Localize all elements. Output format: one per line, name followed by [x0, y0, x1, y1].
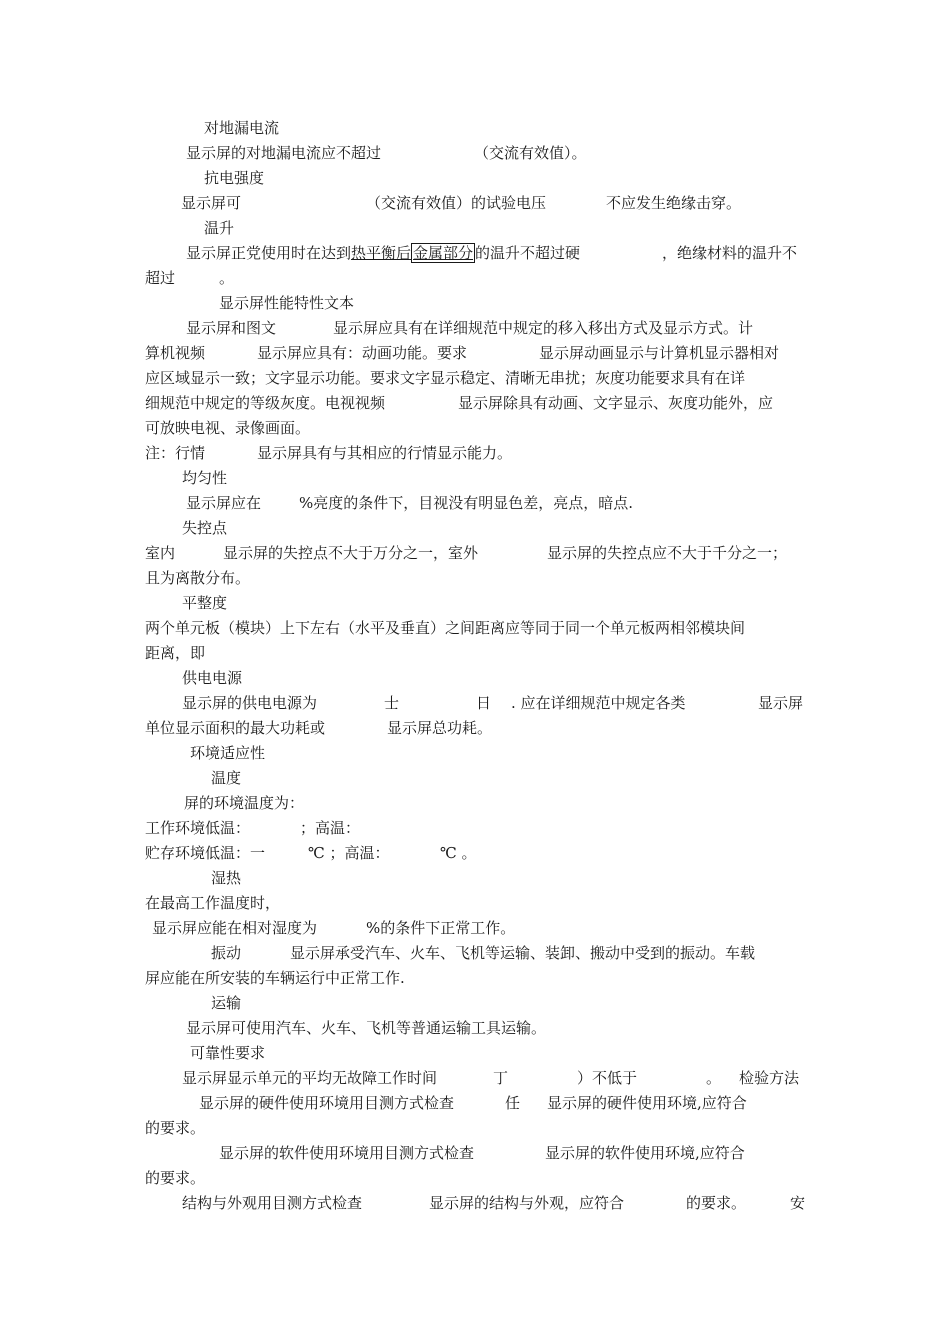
text-line: 显示屏: [758, 694, 804, 712]
heading-uniformity: 均匀性: [182, 469, 228, 487]
text-line: 的要求。: [145, 1119, 206, 1137]
text-line: 屏的环境温度为：: [184, 794, 305, 812]
text-line: ℃ 。: [440, 844, 477, 862]
text-line: 的要求。: [686, 1194, 747, 1212]
text-line: 显示屏可使用汽车、火车、飞机等普通运输工具运输。: [186, 1019, 547, 1037]
text-line: 显示屏显示单元的平均无故障工作时间: [182, 1069, 438, 1087]
heading-transport: 运输: [211, 994, 242, 1012]
text-line: 。: [219, 269, 235, 287]
text-line: 显示屏的失控点应不大于千分之一；: [547, 544, 788, 562]
text-line: （交流有效值）。: [474, 144, 587, 162]
heading-dielectric-strength: 抗电强度: [204, 169, 265, 187]
text-line: 显示屏应在: [186, 494, 262, 512]
text-line: 显示屏的硬件使用环境,应符合: [547, 1094, 747, 1112]
underlined-text: 热平衡后: [351, 244, 412, 262]
text-line: %亮度的条件下，目视没有明显色差，亮点，暗点.: [299, 494, 634, 512]
text-line: . 应在详细规范中规定各类: [511, 694, 686, 712]
text-line: 屏应能在所安装的车辆运行中正常工作.: [145, 969, 405, 987]
text-line: ，绝缘材料的温升不: [662, 244, 798, 262]
text-line: 超过: [145, 269, 176, 287]
text-line: 士: [384, 694, 400, 712]
text-line: ℃ ；高温：: [308, 844, 390, 862]
text-line: 显示屏动画显示与计算机显示器相对: [539, 344, 780, 362]
heading-humidity: 湿热: [211, 869, 242, 887]
heading-reliability: 可靠性要求: [190, 1044, 266, 1062]
text-line: [186, 243, 580, 263]
heading-vibration: 振动: [211, 944, 242, 962]
text-line: 显示屏除具有动画、文字显示、灰度功能外，应: [458, 394, 774, 412]
text-line: 显示屏应具有在详细规范中规定的移入移出方式及显示方式。计: [333, 319, 754, 337]
text-line: 显示屏的软件使用环境,应符合: [545, 1144, 745, 1162]
text-line: 显示屏的结构与外观，应符合: [429, 1194, 625, 1212]
text-line: 细规范中规定的等级灰度。电视视频: [145, 394, 386, 412]
text-line: 显示屏的对地漏电流应不超过: [186, 144, 382, 162]
text-line: 距离，即: [145, 644, 206, 662]
text-line: 日: [476, 694, 492, 712]
heading-temperature-rise: 温升: [204, 219, 235, 237]
text-line: 显示屏的失控点不大于万分之一，室外: [223, 544, 479, 562]
text-line: 显示屏和图文: [186, 319, 277, 337]
text-line: 显示屏应能在相对湿度为: [152, 919, 318, 937]
text-line: ；高温：: [300, 819, 361, 837]
text-line: %的条件下正常工作。: [366, 919, 516, 937]
text-line: 结构与外观用目测方式检查: [182, 1194, 363, 1212]
text-line: 任: [505, 1094, 521, 1112]
text-line: 安: [790, 1194, 806, 1212]
text-segment: 显示屏正党使用时在达到: [186, 244, 352, 262]
heading-flatness: 平整度: [182, 594, 228, 612]
text-line: 两个单元板（模块）上下左右（水平及垂直）之间距离应等同于同一个单元板两相邻模块间: [145, 619, 746, 637]
text-line: 算机视频: [145, 344, 206, 362]
text-line: 显示屏的软件使用环境用目测方式检查: [219, 1144, 475, 1162]
boxed-text: 金属部分: [413, 244, 474, 262]
heading-test-method: 检验方法: [739, 1069, 800, 1087]
text-line: 可放映电视、录像画面。: [145, 419, 311, 437]
text-line: 应区域显示一致；文字显示功能。要求文字显示稳定、清晰无串扰；灰度功能要求具有在详: [145, 369, 746, 387]
text-line: 显示屏的硬件使用环境用目测方式检查: [199, 1094, 455, 1112]
text-line: 丁: [493, 1069, 509, 1087]
note-line: 注：行情: [145, 444, 206, 462]
heading-out-of-control-points: 失控点: [182, 519, 228, 537]
text-line: 不应发生绝缘击穿。: [606, 194, 742, 212]
text-line: 显示屏可: [181, 194, 242, 212]
heading-power-supply: 供电电源: [182, 669, 243, 687]
heading-leakage-current: 对地漏电流: [204, 119, 280, 137]
text-line: ）不低于: [577, 1069, 638, 1087]
text-line: 室内: [145, 544, 176, 562]
text-line: 贮存环境低温：一: [145, 844, 266, 862]
text-line: 显示屏的供电电源为: [182, 694, 318, 712]
text-line: 显示屏总功耗。: [387, 719, 493, 737]
heading-performance: 显示屏性能特性文本: [219, 294, 355, 312]
text-line: 的要求。: [145, 1169, 206, 1187]
text-line: 工作环境低温：: [145, 819, 251, 837]
text-line: 单位显示面积的最大功耗或: [145, 719, 326, 737]
text-line: 。: [706, 1069, 722, 1087]
text-line: 显示屏承受汽车、火车、飞机等运输、装卸、搬动中受到的振动。车载: [290, 944, 756, 962]
text-line: 且为离散分布。: [145, 569, 251, 587]
text-line: （交流有效值）的试验电压: [366, 194, 547, 212]
heading-temperature: 温度: [211, 769, 242, 787]
text-line: 显示屏应具有：动画功能。要求: [257, 344, 468, 362]
text-segment: 的温升不超过硬: [475, 244, 581, 262]
heading-environment: 环境适应性: [190, 744, 266, 762]
text-line: 在最高工作温度时，: [145, 894, 281, 912]
note-line: 显示屏具有与其相应的行情显示能力。: [257, 444, 513, 462]
